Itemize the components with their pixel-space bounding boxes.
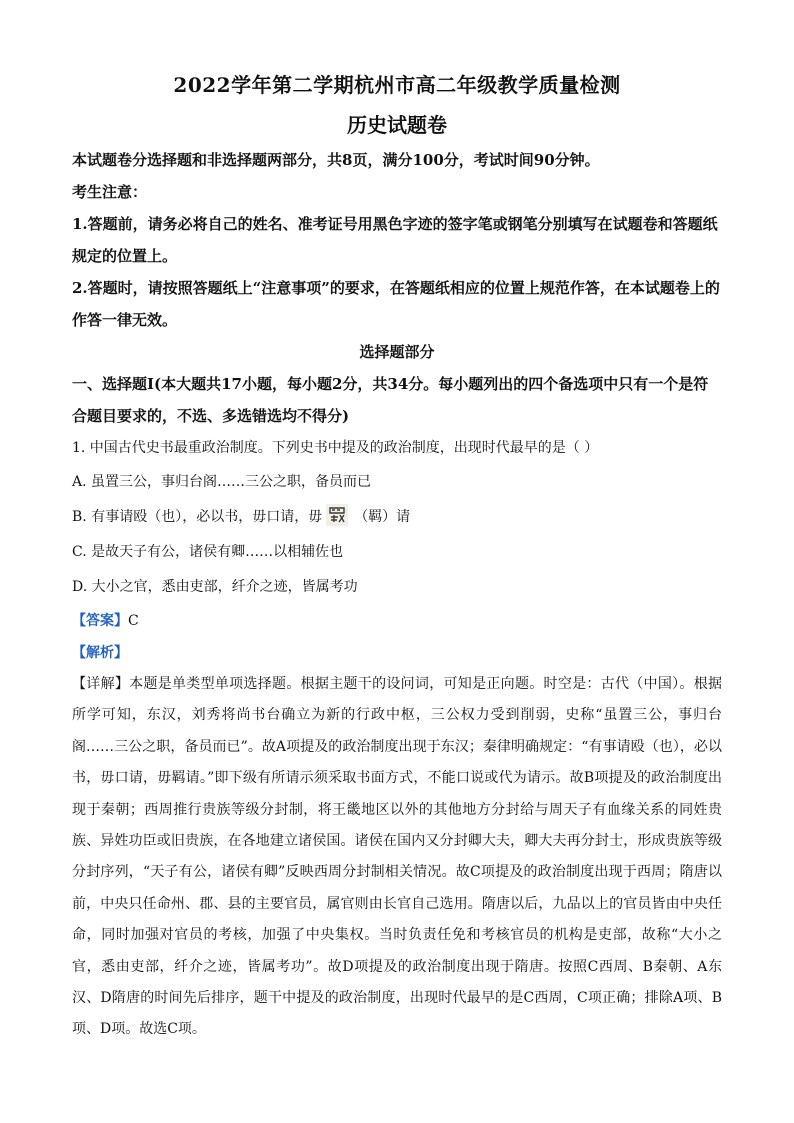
notice-item-2: 2.答题时，请按照答题纸上“注意事项”的要求，在答题纸相应的位置上规范作答，在本试题卷上的作答一律无效。 bbox=[72, 279, 720, 329]
seal-character-icon bbox=[326, 504, 348, 526]
notice-item-1: 1.答题前，请务必将自己的姓名、准考证号用黑色字迹的签字笔或钢笔分别填写在试题卷和答题纸规定的位置上。 bbox=[72, 215, 718, 265]
analysis-label: 【解析】 bbox=[72, 645, 128, 661]
option-b-text-post: （羁）请 bbox=[354, 509, 411, 525]
detail-label: 【详解】 bbox=[72, 676, 130, 692]
question-stem: 1. 中国古代史书最重政治制度。下列史书中提及的政治制度，出现时代最早的是（ ） bbox=[72, 440, 599, 456]
option-d: D. 大小之官，悉由吏部，纤介之迹，皆属考功 bbox=[72, 579, 358, 595]
intro-line: 本试题卷分选择题和非选择题两部分，共8页，满分100分，考试时间90分钟。 bbox=[72, 151, 600, 169]
answer-value: C bbox=[128, 613, 139, 629]
notice-label: 考生注意： bbox=[72, 183, 148, 201]
option-c: C. 是故天子有公，诸侯有卿……以相辅佐也 bbox=[72, 544, 344, 560]
answer-line bbox=[72, 605, 722, 637]
answer-label: 【答案】 bbox=[72, 613, 128, 629]
option-a: A. 虽置三公，事归台阁……三公之职，备员而已 bbox=[72, 474, 372, 490]
section-instruction: 一、选择题Ⅰ(本大题共17小题，每小题2分，共34分。每小题列出的四个备选项中只有一个是符合题目要求的，不选、多选错选均不得分) bbox=[72, 375, 709, 425]
exam-title: 2022学年第二学期杭州市高二年级教学质量检测 bbox=[173, 73, 621, 97]
exam-subtitle: 历史试题卷 bbox=[347, 113, 447, 137]
option-b-text-pre: B. 有事请殴（也），必以书，毋口请，毋 bbox=[72, 509, 323, 525]
detail-text: 本题是单类型单项选择题。根据主题干的设问词，可知是正向题。时空是：古代（中国）。根据所学可知，东汉，刘秀将尚书台确立为新的行政中枢，三公权力受到削弱，史称“虽置三公，事归台阁……三公之职，备员而已”。故A项提及的政治制度出现于东汉；秦律明确规定：“有事请殴（也），必以书，毋口请，毋羁请。”即下级有所请示须采取书面方式，不能口说或代为请示。故B项提及的政治制度出现于秦朝；西周推行贵族等级分封制，将王畿地区以外的其他地方分封给与周天子有血缘关系的同姓贵族、异姓功臣或旧贵族，在各地建立诸侯国。诸侯在国内又分封卿大夫，卿大夫再分封士，形成贵族等级分封序列，“天子有公，诸侯有卿”反映西周分封制相关情况。故C项提及的政治制度出现于西周；隋唐以前，中央只任命州、郡、县的主要官员，属官则由长官自己选用。隋唐以后，九品以上的官员皆由中央任命，同时加强对官员的考核，加强了中央集权。当时负责任免和考核官员的机构是吏部，故称“大小之官，悉由吏部，纤介之迹，皆属考功”。故D项提及的政治制度出现于隋唐。按照C西周、B秦朝、A东汉、D隋唐的时间先后排序，题干中提及的政治制度，出现时代最早的是C西周，C项正确；排除A项、B项、D项。故选C项。 bbox=[72, 676, 722, 1038]
analysis-detail bbox=[72, 669, 722, 1046]
section-title: 选择题部分 bbox=[359, 343, 435, 361]
analysis-line bbox=[72, 637, 722, 669]
option-b bbox=[72, 500, 722, 535]
